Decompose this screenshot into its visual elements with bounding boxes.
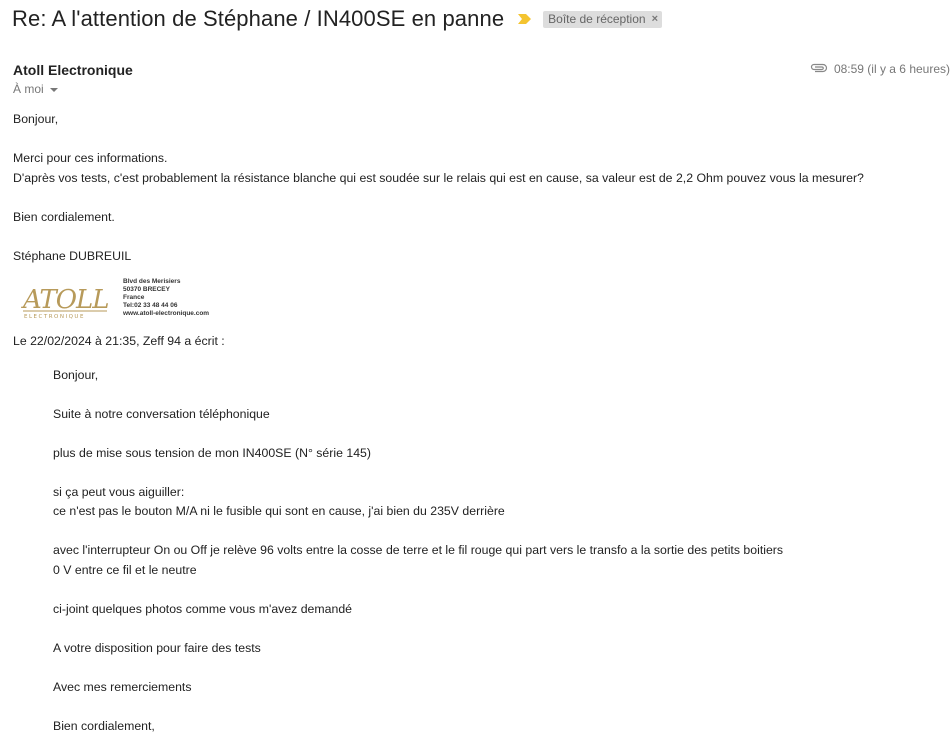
quote-line: avec l'interrupteur On ou Off je relève 96 volts entre la cosse de terre et le fil rouge qui part vers le transfo a la sortie des petits boitiers bbox=[53, 543, 784, 557]
quote-line: Bonjour, bbox=[53, 367, 99, 382]
address-line: 50370 BRECEY bbox=[123, 286, 170, 293]
importance-marker-icon[interactable] bbox=[518, 14, 531, 24]
quote-line: si ça peut vous aiguiller: bbox=[53, 484, 185, 499]
quote-line: A votre disposition pour faire des tests bbox=[53, 640, 261, 655]
company-signature bbox=[13, 278, 952, 330]
inbox-label[interactable] bbox=[543, 11, 662, 28]
quote-line: Avec mes remerciements bbox=[53, 679, 192, 694]
quote-line: ce n'est pas le bouton M/A ni le fusible qui sont en cause, j'ai bien du 235V derrière bbox=[53, 504, 505, 518]
quote-line: plus de mise sous tension de mon IN400SE (N° série 145) bbox=[53, 445, 371, 460]
logo-tagline: ELECTRONIQUE bbox=[24, 314, 85, 320]
address-line: Tel:02 33 48 44 06 bbox=[123, 302, 178, 309]
website-link[interactable]: www.atoll-electronique.com bbox=[123, 310, 210, 317]
quote-line: Bien cordialement, bbox=[53, 718, 155, 733]
message-body bbox=[13, 110, 952, 736]
sender-name[interactable]: Atoll Electronique bbox=[13, 62, 133, 78]
quoted-message bbox=[53, 366, 952, 737]
recipient-toggle[interactable] bbox=[13, 82, 58, 96]
quote-line: 0 V entre ce fil et le neutre bbox=[53, 562, 197, 577]
paperclip-icon bbox=[810, 62, 828, 76]
address-line: Blvd des Merisiers bbox=[123, 278, 181, 285]
signature-name: Stéphane DUBREUIL bbox=[13, 248, 132, 263]
greeting-text: Bonjour, bbox=[13, 112, 59, 126]
quote-line: ci-joint quelques photos comme vous m'avez demandé bbox=[53, 601, 352, 616]
address-line: France bbox=[123, 294, 145, 301]
email-subject: Re: A l'attention de Stéphane / IN400SE en panne bbox=[12, 6, 505, 31]
closing-text: Bien cordialement. bbox=[13, 209, 115, 224]
chevron-down-icon[interactable] bbox=[50, 88, 58, 92]
body-line: D'après vos tests, c'est probablement la résistance blanche qui est soudée sur le relais qui est en cause, sa valeur est de 2,2 Ohm pouvez vous la mesurer? bbox=[13, 170, 864, 185]
message-meta bbox=[810, 62, 950, 76]
company-address bbox=[123, 278, 209, 318]
email-header bbox=[12, 6, 662, 32]
atoll-logo bbox=[21, 278, 111, 322]
recipient-label: À moi bbox=[13, 82, 44, 96]
message-time: 08:59 (il y a 6 heures) bbox=[833, 62, 950, 76]
quote-line: Suite à notre conversation téléphonique bbox=[53, 406, 270, 421]
logo-wordmark: ATOLL bbox=[23, 285, 109, 315]
remove-label-button[interactable]: × bbox=[651, 13, 658, 25]
quote-header: Le 22/02/2024 à 21:35, Zeff 94 a écrit : bbox=[13, 334, 225, 348]
body-line: Merci pour ces informations. bbox=[13, 151, 168, 165]
inbox-label-text: Boîte de réception bbox=[548, 12, 646, 26]
